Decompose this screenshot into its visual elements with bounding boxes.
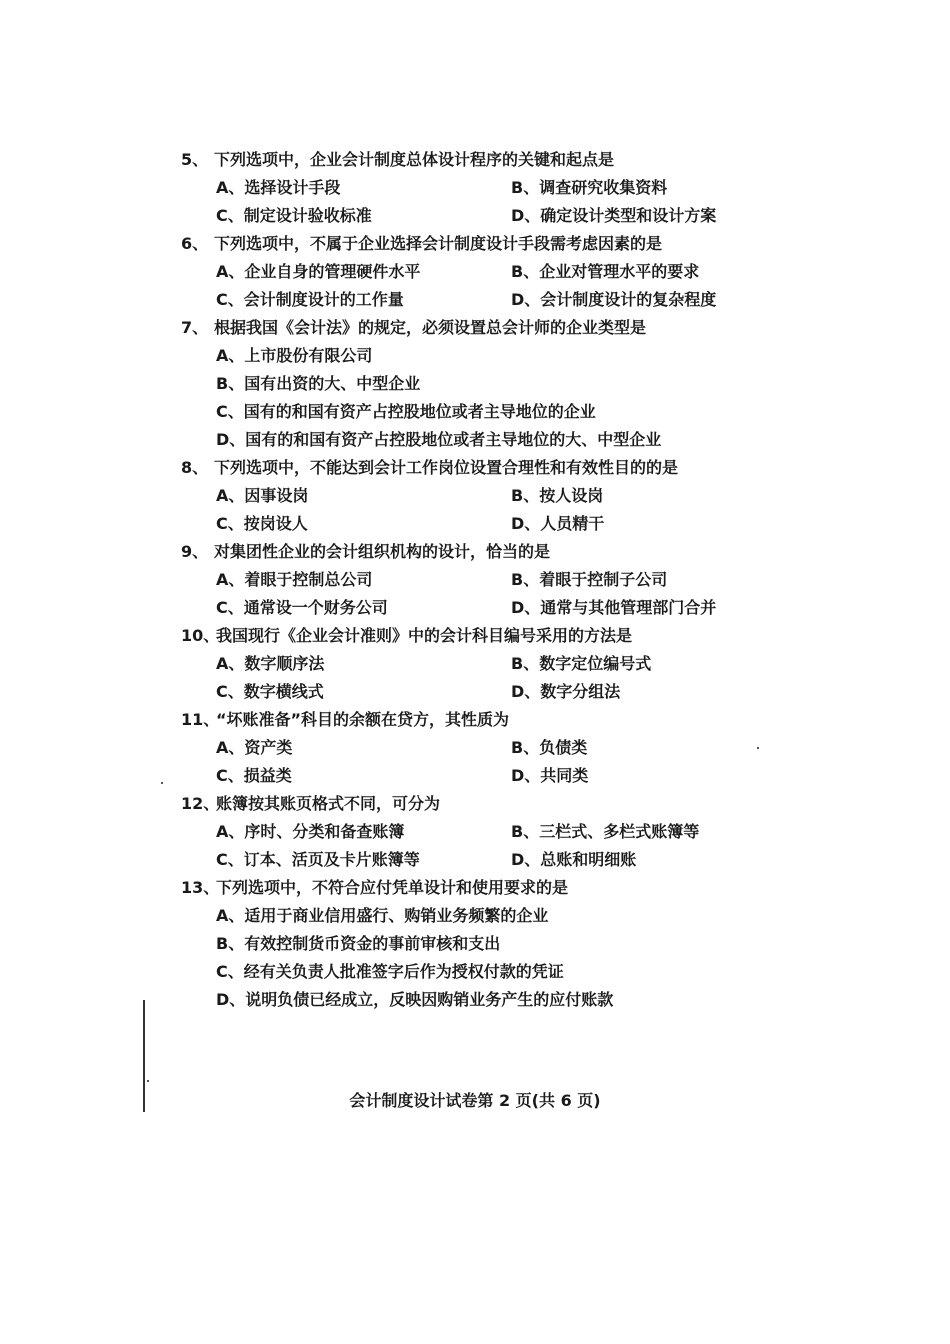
option-row: [181, 370, 781, 398]
option-row: [181, 958, 781, 986]
question-10: [181, 622, 781, 650]
option-c: C、按岗设人: [216, 514, 308, 533]
option-row: [181, 258, 781, 286]
option-a: A、适用于商业信用盛行、购销业务频繁的企业: [216, 906, 549, 925]
option-d: D、国有的和国有资产占控股地位或者主导地位的大、中型企业: [216, 430, 662, 449]
question-9: [181, 538, 781, 566]
question-number: 12、: [181, 794, 220, 813]
question-text: 对集团性企业的会计组织机构的设计，恰当的是: [214, 542, 551, 561]
option-c: C、通常设一个财务公司: [216, 598, 388, 617]
question-7: [181, 314, 781, 342]
page-footer: 会计制度设计试卷第 2 页(共 6 页): [349, 1091, 601, 1110]
option-row: [181, 846, 781, 874]
option-d: D、共同类: [511, 766, 589, 785]
question-number: 9、: [181, 542, 209, 561]
option-c: C、制定设计验收标准: [216, 206, 372, 225]
option-c: C、订本、活页及卡片账簿等: [216, 850, 420, 869]
question-text: 下列选项中，企业会计制度总体设计程序的关键和起点是: [214, 150, 615, 169]
scan-speck: [161, 782, 163, 784]
question-5: [181, 146, 781, 174]
option-c: C、经有关负责人批准签字后作为授权付款的凭证: [216, 962, 564, 981]
option-row: [181, 174, 781, 202]
option-row: [181, 818, 781, 846]
option-b: B、调查研究收集资料: [511, 178, 668, 197]
option-b: B、数字定位编号式: [511, 654, 652, 673]
option-a: A、上市股份有限公司: [216, 346, 373, 365]
question-13: [181, 874, 781, 902]
question-text: 下列选项中，不符合应付凭单设计和使用要求的是: [216, 878, 569, 897]
question-number: 6、: [181, 234, 209, 253]
question-number: 7、: [181, 318, 209, 337]
option-row: [181, 398, 781, 426]
question-8: [181, 454, 781, 482]
option-b: B、着眼于控制子公司: [511, 570, 668, 589]
option-d: D、总账和明细账: [511, 850, 637, 869]
option-d: D、确定设计类型和设计方案: [511, 206, 717, 225]
option-a: A、因事设岗: [216, 486, 309, 505]
option-c: C、国有的和国有资产占控股地位或者主导地位的企业: [216, 402, 596, 421]
question-number: 13、: [181, 878, 220, 897]
option-a: A、企业自身的管理硬件水平: [216, 262, 421, 281]
option-row: [181, 930, 781, 958]
option-c: C、会计制度设计的工作量: [216, 290, 404, 309]
option-row: [181, 734, 781, 762]
option-b: B、企业对管理水平的要求: [511, 262, 700, 281]
option-c: C、数字横线式: [216, 682, 324, 701]
option-row: [181, 342, 781, 370]
question-6: [181, 230, 781, 258]
option-row: [181, 202, 781, 230]
question-11: [181, 706, 781, 734]
option-b: B、有效控制货币资金的事前审核和支出: [216, 934, 501, 953]
option-a: A、着眼于控制总公司: [216, 570, 373, 589]
question-text: 下列选项中，不属于企业选择会计制度设计手段需考虑因素的是: [214, 234, 663, 253]
question-number: 5、: [181, 150, 209, 169]
option-a: A、资产类: [216, 738, 293, 757]
option-row: [181, 986, 781, 1014]
question-text: 下列选项中，不能达到会计工作岗位设置合理性和有效性目的的是: [214, 458, 679, 477]
option-a: A、数字顺序法: [216, 654, 325, 673]
question-text: “坏账准备”科目的余额在贷方，其性质为: [216, 710, 510, 729]
question-number: 8、: [181, 458, 209, 477]
scan-speck: [147, 1080, 149, 1082]
option-row: [181, 510, 781, 538]
question-number: 11、: [181, 710, 220, 729]
option-d: D、说明负债已经成立，反映因购销业务产生的应付账款: [216, 990, 614, 1009]
option-a: A、序时、分类和备查账簿: [216, 822, 405, 841]
option-row: [181, 482, 781, 510]
option-a: A、选择设计手段: [216, 178, 341, 197]
question-text: 我国现行《企业会计准则》中的会计科目编号采用的方法是: [216, 626, 633, 645]
option-d: D、会计制度设计的复杂程度: [511, 290, 717, 309]
option-row: [181, 650, 781, 678]
option-d: D、数字分组法: [511, 682, 621, 701]
option-b: B、国有出资的大、中型企业: [216, 374, 421, 393]
question-text: 账簿按其账页格式不同，可分为: [216, 794, 441, 813]
option-b: B、负债类: [511, 738, 588, 757]
option-row: [181, 566, 781, 594]
question-12: [181, 790, 781, 818]
question-list: [181, 146, 781, 1014]
option-row: [181, 286, 781, 314]
option-row: [181, 594, 781, 622]
option-row: [181, 762, 781, 790]
option-d: D、人员精干: [511, 514, 605, 533]
option-d: D、通常与其他管理部门合并: [511, 598, 717, 617]
option-c: C、损益类: [216, 766, 292, 785]
option-row: [181, 426, 781, 454]
question-text: 根据我国《会计法》的规定，必须设置总会计师的企业类型是: [214, 318, 647, 337]
option-b: B、按人设岗: [511, 486, 604, 505]
question-number: 10、: [181, 626, 220, 645]
option-b: B、三栏式、多栏式账簿等: [511, 822, 700, 841]
option-row: [181, 678, 781, 706]
option-row: [181, 902, 781, 930]
